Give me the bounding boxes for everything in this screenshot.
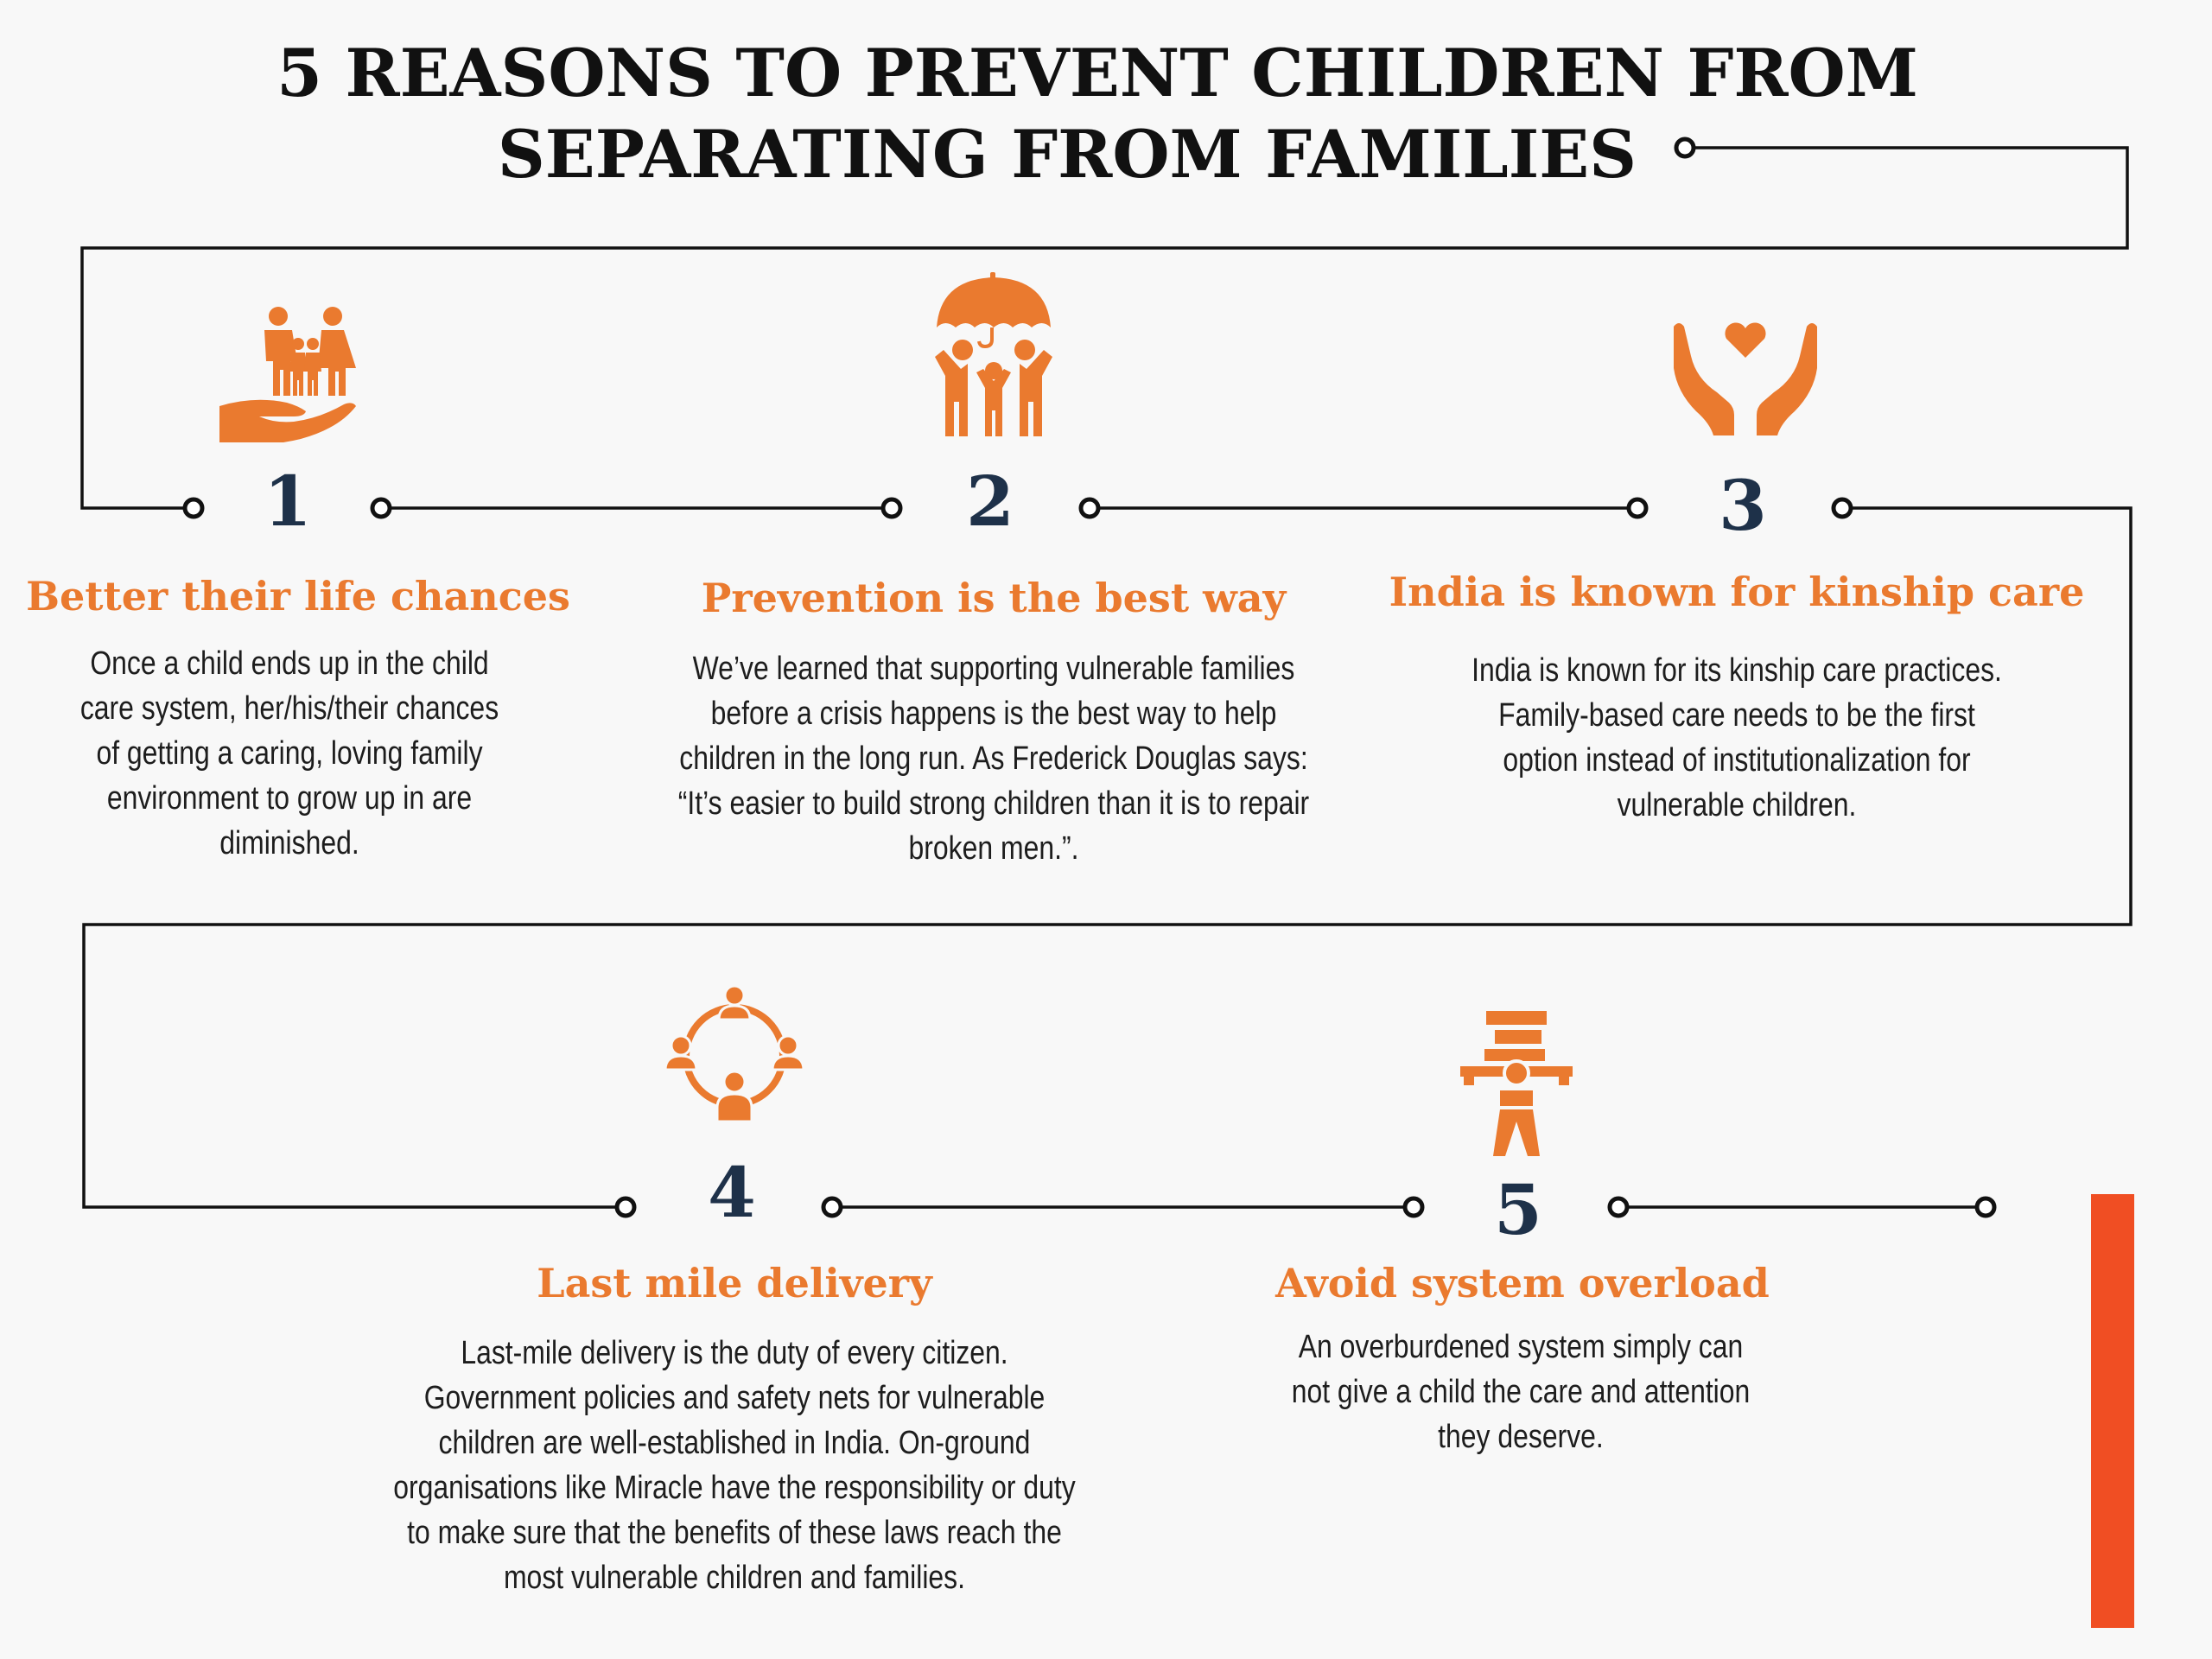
step-body-1: Once a child ends up in the child care system, her/his/their chances of getting a caring, loving family environment to grow up in are diminished. bbox=[79, 645, 499, 861]
title-line-1: 5 REASONS TO PREVENT CHILDREN FROM bbox=[276, 35, 1918, 111]
step-heading-2: Prevention is the best way bbox=[701, 575, 1287, 621]
node-1-right bbox=[372, 499, 390, 517]
hands-heart-icon bbox=[1672, 320, 1819, 436]
overloaded-person-icon bbox=[1460, 1011, 1573, 1156]
title-line-2: SEPARATING FROM FAMILIES bbox=[497, 116, 1637, 193]
step-number-1: 1 bbox=[264, 461, 312, 542]
page-title bbox=[199, 33, 1996, 195]
node-5-right bbox=[1610, 1198, 1627, 1216]
family-in-hand-icon bbox=[207, 304, 372, 442]
accent-bar bbox=[2091, 1194, 2134, 1628]
node-2-right bbox=[1081, 499, 1098, 517]
community-circle-icon bbox=[665, 985, 804, 1125]
node-1-left bbox=[185, 499, 202, 517]
step-heading-1: Better their life chances bbox=[26, 573, 570, 620]
step-body-3: India is known for its kinship care practices. Family-based care needs to be the first option instead of institutionalization for vulnerable children. bbox=[1471, 652, 2002, 823]
step-heading-4: Last mile delivery bbox=[537, 1260, 932, 1306]
node-3-right bbox=[1834, 499, 1851, 517]
connector-title-to-row1 bbox=[82, 148, 2127, 508]
step-number-5: 5 bbox=[1494, 1169, 1542, 1250]
step-heading-3: India is known for kinship care bbox=[1389, 569, 2085, 615]
step-number-4: 4 bbox=[708, 1152, 756, 1233]
step-body-2: We’ve learned that supporting vulnerable families before a crisis happens is the best way to help children in the long run. As Frederick Douglas says: “It’s easier to build strong children than it is to repair broken men.”. bbox=[677, 651, 1310, 867]
node-end bbox=[1977, 1198, 1994, 1216]
node-4-right bbox=[823, 1198, 841, 1216]
node-3-left bbox=[1629, 499, 1646, 517]
step-heading-5: Avoid system overload bbox=[1275, 1260, 1770, 1306]
node-4-left bbox=[617, 1198, 634, 1216]
step-number-3: 3 bbox=[1719, 465, 1767, 546]
umbrella-family-icon bbox=[933, 272, 1054, 445]
node-2-left bbox=[883, 499, 900, 517]
node-5-left bbox=[1405, 1198, 1422, 1216]
step-body-5: An overburdened system simply can not give a child the care and attention they deserve. bbox=[1291, 1329, 1751, 1455]
step-body-4: Last-mile delivery is the duty of every citizen. Government policies and safety nets for vulnerable children are well-established in India. On-ground organisations like Miracle have the responsibility or duty to make sure that the benefits of these laws reach the most vulnerable children and families. bbox=[393, 1335, 1076, 1596]
step-number-2: 2 bbox=[966, 461, 1014, 542]
